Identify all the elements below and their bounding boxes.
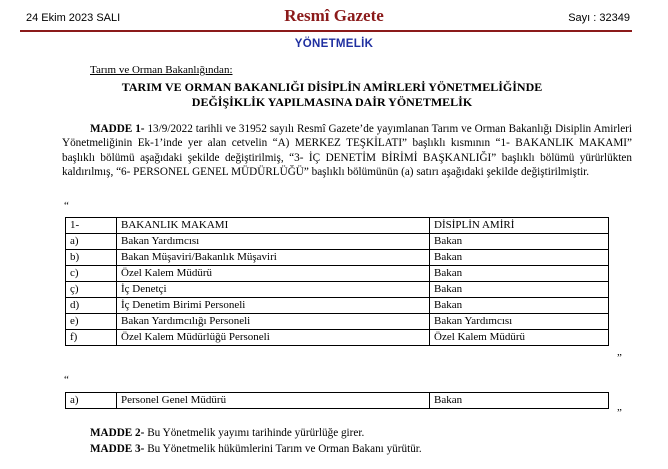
ministry-name: Tarım ve Orman Bakanlığından: xyxy=(90,64,233,76)
issue-number: Sayı : 32349 xyxy=(568,12,630,24)
article-1-text: 13/9/2022 tarihli ve 31952 sayılı Resmî Gazete’de yayımlanan Tarım ve Orman Bakanlığı Disiplin Amirleri Yönetmeliğinin Ek-1’inde yer alan cetvelin “A) MERKEZ TEŞKİLATI” başlıklı kısmının “1- BAKANLIK MAKAMI” başlıklı bölümü aşağıdaki şekilde değiştirilmiş, “3- İÇ DENETİM BİRİMİ BAŞKANLIĞI” başlıklı bölümü yürürlükten kaldırılmış, “6- PERSONEL GENEL MÜDÜRLÜĞÜ” başlıklı bölümünün (a) satırı aşağıdaki şekilde değiştirilmiştir. xyxy=(62,123,632,179)
table-row xyxy=(66,234,609,250)
position-cell: Özel Kalem Müdürü xyxy=(117,266,430,282)
gazette-header xyxy=(0,0,668,32)
gazette-title: Resmî Gazete xyxy=(284,6,384,25)
article-2-text: Bu Yönetmelik yayımı tarihinde yürürlüğe girer. xyxy=(144,427,365,439)
table-row xyxy=(66,314,609,330)
personel-genel-mudurlugu-table xyxy=(65,392,609,409)
row-number-cell: f) xyxy=(66,330,117,346)
header-cell-number: 1- xyxy=(66,218,117,234)
row-number-cell: e) xyxy=(66,314,117,330)
position-cell: Personel Genel Müdürü xyxy=(117,393,430,409)
row-number-cell: a) xyxy=(66,393,117,409)
table-row xyxy=(66,250,609,266)
position-cell: Bakan Yardımcılığı Personeli xyxy=(117,314,430,330)
authority-cell: Bakan xyxy=(430,393,609,409)
section-heading: YÖNETMELİK xyxy=(294,38,374,50)
position-cell: İç Denetim Birimi Personeli xyxy=(117,298,430,314)
article-2 xyxy=(90,427,364,439)
regulation-title-line-1: TARIM VE ORMAN BAKANLIĞI DİSİPLİN AMİRLERİ YÖNETMELİĞİNDE xyxy=(121,80,543,94)
position-cell: Özel Kalem Müdürlüğü Personeli xyxy=(117,330,430,346)
table-body xyxy=(66,218,609,346)
publication-date: 24 Ekim 2023 SALI xyxy=(26,12,121,24)
table-row xyxy=(66,298,609,314)
position-cell: Bakan Yardımcısı xyxy=(117,234,430,250)
article-1-label: MADDE 1- xyxy=(90,123,145,135)
position-cell: İç Denetçi xyxy=(117,282,430,298)
table-row xyxy=(66,393,609,409)
authority-cell: Bakan xyxy=(430,266,609,282)
authority-cell: Özel Kalem Müdürü xyxy=(430,330,609,346)
table-row xyxy=(66,282,609,298)
regulation-title-line-2: DEĞİŞİKLİK YAPILMASINA DAİR YÖNETMELİK xyxy=(191,95,473,109)
close-quote-1: ” xyxy=(617,352,622,364)
open-quote-2: “ xyxy=(64,374,69,386)
article-3-text: Bu Yönetmelik hükümlerini Tarım ve Orman Bakanı yürütür. xyxy=(144,443,422,455)
header-cell-position: BAKANLIK MAKAMI xyxy=(117,218,430,234)
header-cell-authority: DİSİPLİN AMİRİ xyxy=(430,218,609,234)
bakanlik-makami-table xyxy=(65,217,609,346)
authority-cell: Bakan xyxy=(430,234,609,250)
table-row xyxy=(66,330,609,346)
table-header-row xyxy=(66,218,609,234)
close-quote-2: ” xyxy=(617,407,622,419)
row-number-cell: b) xyxy=(66,250,117,266)
authority-cell: Bakan xyxy=(430,250,609,266)
authority-cell: Bakan Yardımcısı xyxy=(430,314,609,330)
table-row xyxy=(66,266,609,282)
header-divider xyxy=(20,30,632,32)
regulation-title xyxy=(90,80,574,110)
position-cell: Bakan Müşaviri/Bakanlık Müşaviri xyxy=(117,250,430,266)
article-1 xyxy=(62,122,632,180)
row-number-cell: c) xyxy=(66,266,117,282)
article-3-label: MADDE 3- xyxy=(90,443,145,455)
open-quote-1: “ xyxy=(64,200,69,212)
authority-cell: Bakan xyxy=(430,298,609,314)
table-body xyxy=(66,393,609,409)
row-number-cell: d) xyxy=(66,298,117,314)
row-number-cell: a) xyxy=(66,234,117,250)
article-3 xyxy=(90,443,422,455)
row-number-cell: ç) xyxy=(66,282,117,298)
article-2-label: MADDE 2- xyxy=(90,427,145,439)
authority-cell: Bakan xyxy=(430,282,609,298)
